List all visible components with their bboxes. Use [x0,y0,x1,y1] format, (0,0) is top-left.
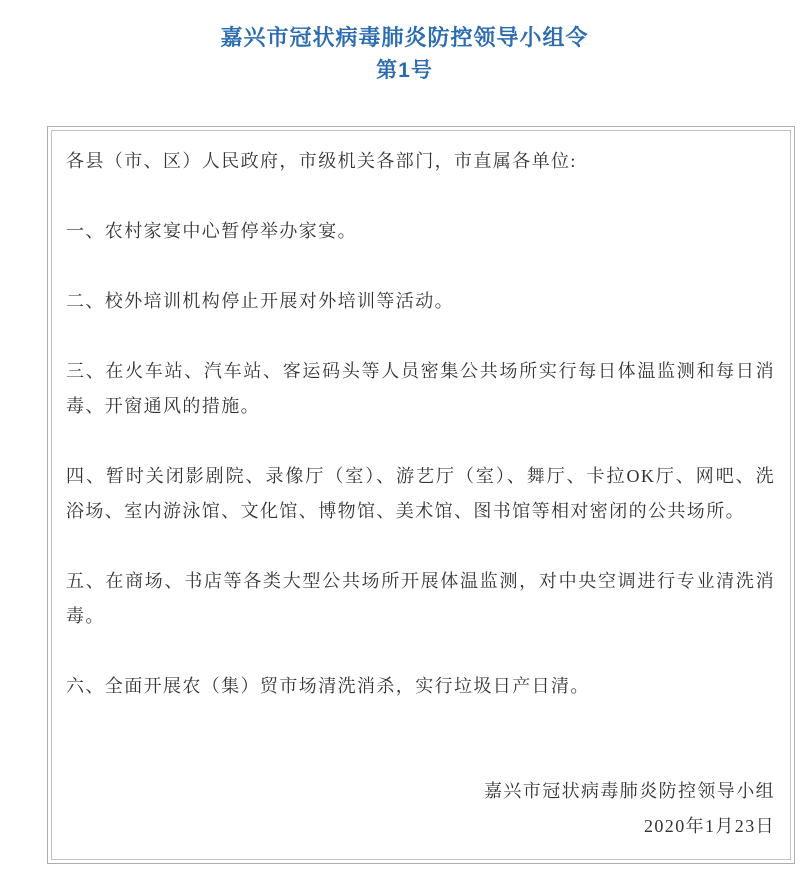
order-number: 第1号 [376,59,433,82]
order-item-3: 三、在火车站、汽车站、客运码头等人员密集公共场所实行每日体温监测和每日消毒、开窗通风的措施。 [66,361,775,416]
signature-date: 2020年1月23日 [644,816,775,836]
document-header [0,0,809,85]
order-body [66,144,775,704]
salutation: 各县（市、区）人民政府，市级机关各部门，市直属各单位: [66,151,577,171]
order-content-area [51,130,791,860]
order-item-6: 六、全面开展农（集）贸市场清洗消杀，实行垃圾日产日清。 [66,676,590,696]
order-item-5: 五、在商场、书店等各类大型公共场所开展体温监测，对中央空调进行专业清洗消毒。 [66,571,775,626]
order-border-box [47,126,795,864]
signature-block [66,774,775,844]
signature-issuer: 嘉兴市冠状病毒肺炎防控领导小组 [484,781,775,801]
order-item-4: 四、暂时关闭影剧院、录像厅（室）、游艺厅（室）、舞厅、卡拉OK厅、网吧、洗浴场、室内游泳馆、文化馆、博物馆、美术馆、图书馆等相对密闭的公共场所。 [66,466,775,521]
order-item-1: 一、农村家宴中心暂停举办家宴。 [66,221,357,241]
order-item-2: 二、校外培训机构停止开展对外培训等活动。 [66,291,454,311]
order-title: 嘉兴市冠状病毒肺炎防控领导小组令 [220,25,589,50]
